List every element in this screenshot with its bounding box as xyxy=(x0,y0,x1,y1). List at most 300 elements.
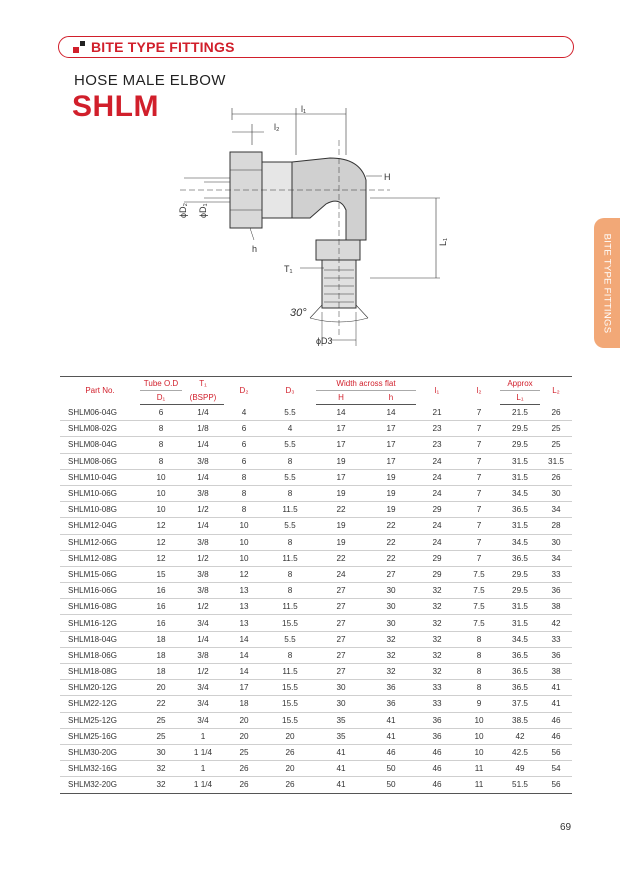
table-cell: 49 xyxy=(500,761,540,777)
table-cell: 41 xyxy=(316,744,366,760)
table-cell: 30 xyxy=(316,696,366,712)
table-cell: 3/8 xyxy=(182,647,224,663)
table-cell: 20 xyxy=(224,728,264,744)
table-cell: 32 xyxy=(416,647,458,663)
part-number-cell: SHLM10-04G xyxy=(60,469,140,485)
table-cell: 28 xyxy=(540,518,572,534)
part-number-cell: SHLM30-20G xyxy=(60,744,140,760)
header-h: h xyxy=(366,391,416,405)
table-cell: 3/4 xyxy=(182,680,224,696)
table-cell: 5.5 xyxy=(264,518,316,534)
product-code: SHLM xyxy=(72,90,159,123)
table-cell: 31.5 xyxy=(500,453,540,469)
table-cell: 1/4 xyxy=(182,631,224,647)
part-number-cell: SHLM18-04G xyxy=(60,631,140,647)
table-cell: 36 xyxy=(416,728,458,744)
page-number: 69 xyxy=(560,822,572,833)
table-cell: 19 xyxy=(316,485,366,501)
table-cell: 4 xyxy=(224,405,264,421)
table-cell: 5.5 xyxy=(264,405,316,421)
table-cell: 7 xyxy=(458,437,500,453)
table-row xyxy=(60,696,572,712)
table-cell: 11 xyxy=(458,761,500,777)
table-cell: 46 xyxy=(540,712,572,728)
table-cell: 30 xyxy=(316,680,366,696)
table-cell: 1/8 xyxy=(182,421,224,437)
table-cell: 36 xyxy=(366,680,416,696)
table-cell: 27 xyxy=(316,615,366,631)
table-cell: 1 xyxy=(182,728,224,744)
table-cell: 3/8 xyxy=(182,453,224,469)
table-cell: 8 xyxy=(264,534,316,550)
table-cell: 8 xyxy=(140,453,182,469)
table-cell: 32 xyxy=(366,664,416,680)
table-row xyxy=(60,777,572,793)
table-row xyxy=(60,437,572,453)
part-number-cell: SHLM25-16G xyxy=(60,728,140,744)
table-cell: 10 xyxy=(140,502,182,518)
D3-label: ϕD3 xyxy=(316,336,333,346)
header-d2: D₂ xyxy=(224,377,264,405)
table-row xyxy=(60,615,572,631)
table-cell: 13 xyxy=(224,615,264,631)
table-cell: 26 xyxy=(224,761,264,777)
table-cell: 15.5 xyxy=(264,615,316,631)
table-cell: 13 xyxy=(224,583,264,599)
table-cell: 19 xyxy=(316,453,366,469)
part-number-cell: SHLM20-12G xyxy=(60,680,140,696)
table-cell: 8 xyxy=(224,502,264,518)
table-cell: 30 xyxy=(540,485,572,501)
table-row xyxy=(60,599,572,615)
table-cell: 10 xyxy=(140,485,182,501)
table-cell: 34 xyxy=(540,502,572,518)
part-number-cell: SHLM16-08G xyxy=(60,599,140,615)
table-cell: 1/2 xyxy=(182,664,224,680)
table-cell: 17 xyxy=(316,469,366,485)
table-cell: 19 xyxy=(316,534,366,550)
part-number-cell: SHLM18-06G xyxy=(60,647,140,663)
table-cell: 20 xyxy=(264,761,316,777)
spec-table xyxy=(60,376,572,794)
table-cell: 18 xyxy=(140,647,182,663)
table-cell: 8 xyxy=(458,680,500,696)
table-cell: 36 xyxy=(540,583,572,599)
part-number-cell: SHLM12-04G xyxy=(60,518,140,534)
table-row xyxy=(60,761,572,777)
table-cell: 34.5 xyxy=(500,631,540,647)
section-title: BITE TYPE FITTINGS xyxy=(91,39,235,55)
table-cell: 8 xyxy=(224,469,264,485)
header-L2: L₂ xyxy=(540,377,572,405)
section-banner xyxy=(58,36,574,58)
header-waf: Width across flat xyxy=(316,377,416,391)
part-number-cell: SHLM18-08G xyxy=(60,664,140,680)
table-cell: 31.5 xyxy=(500,615,540,631)
table-cell: 27 xyxy=(316,647,366,663)
table-cell: 17 xyxy=(366,421,416,437)
table-cell: 8 xyxy=(140,437,182,453)
table-cell: 46 xyxy=(366,744,416,760)
side-tab[interactable] xyxy=(594,218,620,348)
part-number-cell: SHLM32-20G xyxy=(60,777,140,793)
table-cell: 32 xyxy=(416,599,458,615)
table-cell: 32 xyxy=(366,647,416,663)
table-cell: 11.5 xyxy=(264,599,316,615)
part-number-cell: SHLM16-12G xyxy=(60,615,140,631)
table-cell: 30 xyxy=(366,583,416,599)
l1-label: l₁ xyxy=(301,104,307,114)
l2-label: l₂ xyxy=(274,122,280,132)
table-cell: 46 xyxy=(416,761,458,777)
table-row xyxy=(60,518,572,534)
part-number-cell: SHLM08-02G xyxy=(60,421,140,437)
table-cell: 26 xyxy=(264,744,316,760)
table-cell: 42 xyxy=(540,615,572,631)
table-row xyxy=(60,421,572,437)
table-cell: 27 xyxy=(316,599,366,615)
table-cell: 19 xyxy=(316,518,366,534)
table-cell: 10 xyxy=(458,728,500,744)
table-cell: 30 xyxy=(140,744,182,760)
table-cell: 24 xyxy=(416,518,458,534)
table-cell: 1 1/4 xyxy=(182,744,224,760)
table-cell: 1 1/4 xyxy=(182,777,224,793)
table-row xyxy=(60,728,572,744)
table-cell: 3/4 xyxy=(182,696,224,712)
table-cell: 1 xyxy=(182,761,224,777)
table-cell: 1/4 xyxy=(182,437,224,453)
table-cell: 22 xyxy=(316,550,366,566)
table-cell: 14 xyxy=(224,631,264,647)
table-cell: 12 xyxy=(140,550,182,566)
table-cell: 18 xyxy=(224,696,264,712)
table-cell: 38.5 xyxy=(500,712,540,728)
table-cell: 32 xyxy=(140,761,182,777)
table-cell: 8 xyxy=(458,664,500,680)
table-cell: 25 xyxy=(140,712,182,728)
table-cell: 7.5 xyxy=(458,583,500,599)
table-cell: 21 xyxy=(416,405,458,421)
technical-drawing xyxy=(160,100,460,350)
table-cell: 7 xyxy=(458,485,500,501)
part-number-cell: SHLM25-12G xyxy=(60,712,140,728)
table-row xyxy=(60,502,572,518)
table-cell: 30 xyxy=(540,534,572,550)
table-cell: 33 xyxy=(416,696,458,712)
table-cell: 12 xyxy=(140,518,182,534)
table-cell: 24 xyxy=(416,469,458,485)
table-cell: 18 xyxy=(140,664,182,680)
table-cell: 11.5 xyxy=(264,664,316,680)
table-cell: 50 xyxy=(366,777,416,793)
table-cell: 1/2 xyxy=(182,599,224,615)
table-cell: 29.5 xyxy=(500,421,540,437)
table-cell: 23 xyxy=(416,421,458,437)
table-cell: 20 xyxy=(264,728,316,744)
table-cell: 17 xyxy=(366,453,416,469)
table-cell: 34.5 xyxy=(500,534,540,550)
table-row xyxy=(60,453,572,469)
table-cell: 17 xyxy=(316,437,366,453)
table-cell: 8 xyxy=(264,485,316,501)
table-cell: 16 xyxy=(140,615,182,631)
table-cell: 21.5 xyxy=(500,405,540,421)
table-cell: 32 xyxy=(416,631,458,647)
D1-label: ϕD₁ xyxy=(198,203,208,218)
table-cell: 24 xyxy=(316,566,366,582)
table-cell: 36 xyxy=(540,647,572,663)
table-cell: 42 xyxy=(500,728,540,744)
table-cell: 31.5 xyxy=(500,469,540,485)
table-cell: 22 xyxy=(140,696,182,712)
table-cell: 7.5 xyxy=(458,599,500,615)
table-cell: 3/8 xyxy=(182,534,224,550)
header-H: H xyxy=(316,391,366,405)
table-cell: 26 xyxy=(540,405,572,421)
table-cell: 36.5 xyxy=(500,680,540,696)
table-cell: 10 xyxy=(458,712,500,728)
table-cell: 1/4 xyxy=(182,469,224,485)
table-cell: 27 xyxy=(316,583,366,599)
table-cell: 22 xyxy=(366,534,416,550)
table-cell: 33 xyxy=(416,680,458,696)
table-cell: 7 xyxy=(458,518,500,534)
table-cell: 8 xyxy=(264,647,316,663)
side-tab-label: BITE TYPE FITTINGS xyxy=(601,233,613,333)
table-cell: 1/4 xyxy=(182,405,224,421)
table-cell: 38 xyxy=(540,599,572,615)
table-cell: 5.5 xyxy=(264,437,316,453)
H-label: H xyxy=(384,172,391,182)
table-cell: 1/2 xyxy=(182,550,224,566)
part-number-cell: SHLM12-08G xyxy=(60,550,140,566)
table-cell: 36.5 xyxy=(500,502,540,518)
table-cell: 32 xyxy=(140,777,182,793)
table-cell: 46 xyxy=(416,744,458,760)
part-number-cell: SHLM08-06G xyxy=(60,453,140,469)
table-cell: 8 xyxy=(140,421,182,437)
part-number-cell: SHLM08-04G xyxy=(60,437,140,453)
header-d3: D₃ xyxy=(264,377,316,405)
table-cell: 32 xyxy=(416,583,458,599)
table-cell: 20 xyxy=(224,712,264,728)
h-label: h xyxy=(252,244,258,254)
part-number-cell: SHLM10-08G xyxy=(60,502,140,518)
table-cell: 14 xyxy=(224,647,264,663)
table-row xyxy=(60,566,572,582)
header-L1: L₁ xyxy=(500,391,540,405)
table-cell: 13 xyxy=(224,599,264,615)
table-cell: 36.5 xyxy=(500,664,540,680)
header-approx: Approx xyxy=(500,377,540,391)
table-cell: 7 xyxy=(458,469,500,485)
table-row xyxy=(60,712,572,728)
table-cell: 7 xyxy=(458,421,500,437)
table-cell: 26 xyxy=(224,777,264,793)
table-cell: 33 xyxy=(540,566,572,582)
table-cell: 29.5 xyxy=(500,566,540,582)
table-cell: 36 xyxy=(416,712,458,728)
table-cell: 3/4 xyxy=(182,615,224,631)
table-cell: 24 xyxy=(416,534,458,550)
table-cell: 15 xyxy=(140,566,182,582)
table-cell: 8 xyxy=(224,485,264,501)
table-cell: 19 xyxy=(366,469,416,485)
table-cell: 36 xyxy=(366,696,416,712)
part-number-cell: SHLM15-06G xyxy=(60,566,140,582)
table-row xyxy=(60,744,572,760)
table-cell: 46 xyxy=(416,777,458,793)
table-cell: 29.5 xyxy=(500,583,540,599)
table-cell: 41 xyxy=(540,680,572,696)
table-cell: 31.5 xyxy=(500,599,540,615)
table-cell: 37.5 xyxy=(500,696,540,712)
table-cell: 3/4 xyxy=(182,712,224,728)
table-cell: 1/4 xyxy=(182,518,224,534)
table-cell: 56 xyxy=(540,744,572,760)
table-cell: 26 xyxy=(264,777,316,793)
table-cell: 22 xyxy=(366,518,416,534)
table-row xyxy=(60,583,572,599)
table-cell: 41 xyxy=(540,696,572,712)
table-cell: 12 xyxy=(224,566,264,582)
table-cell: 25 xyxy=(224,744,264,760)
table-cell: 7 xyxy=(458,550,500,566)
table-cell: 27 xyxy=(316,631,366,647)
table-cell: 10 xyxy=(224,534,264,550)
T1-label: T₁ xyxy=(284,264,293,274)
table-row xyxy=(60,680,572,696)
table-cell: 10 xyxy=(140,469,182,485)
table-cell: 17 xyxy=(366,437,416,453)
table-cell: 31.5 xyxy=(540,453,572,469)
table-cell: 31.5 xyxy=(500,518,540,534)
table-cell: 54 xyxy=(540,761,572,777)
table-cell: 3/8 xyxy=(182,583,224,599)
table-cell: 25 xyxy=(140,728,182,744)
angle-label: 30° xyxy=(290,307,307,319)
table-cell: 34 xyxy=(540,550,572,566)
table-cell: 46 xyxy=(540,728,572,744)
table-cell: 8 xyxy=(458,631,500,647)
table-cell: 8 xyxy=(264,453,316,469)
table-row xyxy=(60,485,572,501)
table-row xyxy=(60,647,572,663)
table-cell: 25 xyxy=(540,437,572,453)
table-row xyxy=(60,405,572,421)
header-l1: l₁ xyxy=(416,377,458,405)
table-cell: 6 xyxy=(224,421,264,437)
table-cell: 30 xyxy=(366,599,416,615)
table-cell: 35 xyxy=(316,728,366,744)
table-row xyxy=(60,534,572,550)
table-cell: 17 xyxy=(316,421,366,437)
table-cell: 32 xyxy=(416,615,458,631)
table-row xyxy=(60,550,572,566)
part-number-cell: SHLM16-06G xyxy=(60,583,140,599)
table-cell: 5.5 xyxy=(264,469,316,485)
table-cell: 27 xyxy=(366,566,416,582)
table-cell: 9 xyxy=(458,696,500,712)
header-d1: D₁ xyxy=(140,391,182,405)
table-cell: 6 xyxy=(140,405,182,421)
table-cell: 10 xyxy=(224,518,264,534)
table-cell: 24 xyxy=(416,453,458,469)
table-cell: 7.5 xyxy=(458,566,500,582)
table-cell: 41 xyxy=(316,777,366,793)
table-cell: 29 xyxy=(416,502,458,518)
header-part-no: Part No. xyxy=(60,377,140,405)
table-row xyxy=(60,469,572,485)
table-cell: 33 xyxy=(540,631,572,647)
table-row xyxy=(60,664,572,680)
table-cell: 32 xyxy=(416,664,458,680)
table-cell: 11.5 xyxy=(264,550,316,566)
table-cell: 14 xyxy=(366,405,416,421)
table-cell: 16 xyxy=(140,583,182,599)
table-cell: 22 xyxy=(366,550,416,566)
table-cell: 7 xyxy=(458,534,500,550)
table-cell: 16 xyxy=(140,599,182,615)
table-cell: 7 xyxy=(458,453,500,469)
table-cell: 6 xyxy=(224,437,264,453)
table-cell: 17 xyxy=(224,680,264,696)
table-cell: 1/2 xyxy=(182,502,224,518)
table-cell: 18 xyxy=(140,631,182,647)
table-cell: 25 xyxy=(540,421,572,437)
table-cell: 22 xyxy=(316,502,366,518)
table-cell: 50 xyxy=(366,761,416,777)
table-cell: 23 xyxy=(416,437,458,453)
table-cell: 29 xyxy=(416,566,458,582)
table-cell: 29 xyxy=(416,550,458,566)
squares-icon xyxy=(73,41,85,53)
table-cell: 38 xyxy=(540,664,572,680)
header-tube-od: Tube O.D xyxy=(140,377,182,391)
table-cell: 26 xyxy=(540,469,572,485)
table-cell: 4 xyxy=(264,421,316,437)
table-cell: 36.5 xyxy=(500,550,540,566)
table-cell: 35 xyxy=(316,712,366,728)
table-row xyxy=(60,631,572,647)
table-cell: 15.5 xyxy=(264,696,316,712)
table-cell: 7 xyxy=(458,405,500,421)
table-cell: 34.5 xyxy=(500,485,540,501)
table-cell: 30 xyxy=(366,615,416,631)
table-cell: 56 xyxy=(540,777,572,793)
table-cell: 19 xyxy=(366,502,416,518)
table-cell: 19 xyxy=(366,485,416,501)
table-cell: 42.5 xyxy=(500,744,540,760)
header-t1: T₁ xyxy=(182,377,224,391)
table-cell: 14 xyxy=(224,664,264,680)
part-number-cell: SHLM22-12G xyxy=(60,696,140,712)
table-cell: 24 xyxy=(416,485,458,501)
table-cell: 3/8 xyxy=(182,485,224,501)
table-cell: 10 xyxy=(458,744,500,760)
table-cell: 11 xyxy=(458,777,500,793)
table-cell: 3/8 xyxy=(182,566,224,582)
part-number-cell: SHLM10-06G xyxy=(60,485,140,501)
table-cell: 20 xyxy=(140,680,182,696)
table-cell: 11.5 xyxy=(264,502,316,518)
header-bspp: (BSPP) xyxy=(182,391,224,405)
table-cell: 7.5 xyxy=(458,615,500,631)
table-cell: 36.5 xyxy=(500,647,540,663)
table-cell: 8 xyxy=(264,566,316,582)
table-cell: 29.5 xyxy=(500,437,540,453)
